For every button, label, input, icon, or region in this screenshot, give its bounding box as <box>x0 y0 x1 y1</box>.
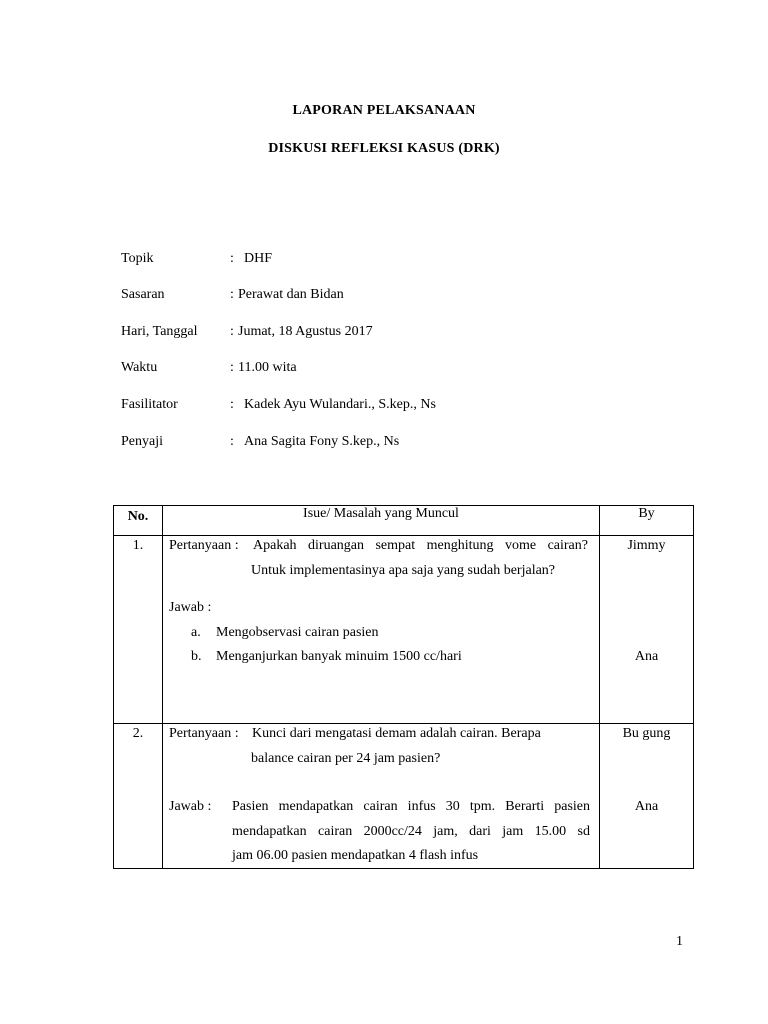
question-text: Untuk implementasinya apa saja yang sudah berjalan? <box>251 563 556 578</box>
answer-text: jam 06.00 pasien mendapatkan 4 flash infus <box>232 848 479 863</box>
row-number: 2. <box>114 724 163 869</box>
meta-separator: : <box>230 397 234 412</box>
table-header-row <box>114 506 694 536</box>
meta-label: Fasilitator <box>121 397 178 412</box>
answer-text: Pasien mendapatkan cairan infus 30 tpm. Berarti pasien <box>232 799 590 814</box>
issues-table <box>113 505 694 869</box>
meta-value: Kadek Ayu Wulandari., S.kep., Ns <box>244 397 436 412</box>
meta-label: Waktu <box>121 360 158 375</box>
report-subtitle: DISKUSI REFLEKSI KASUS (DRK) <box>268 141 500 156</box>
question-label: Pertanyaan : <box>169 538 239 553</box>
meta-label: Hari, Tanggal <box>121 324 198 339</box>
meta-value: 11.00 wita <box>238 360 297 375</box>
row-issue-cell <box>163 724 600 869</box>
meta-label: Sasaran <box>121 287 165 302</box>
meta-value: Jumat, 18 Agustus 2017 <box>238 324 373 339</box>
page-number: 1 <box>676 934 683 949</box>
meta-separator: : <box>230 434 234 449</box>
table-row <box>114 724 694 869</box>
by-question: Bu gung <box>622 726 671 741</box>
answer-text: Menganjurkan banyak minuim 1500 cc/hari <box>216 649 462 664</box>
meta-label: Penyaji <box>121 434 163 449</box>
meta-separator: : <box>230 251 234 266</box>
question-label: Pertanyaan : <box>169 726 239 741</box>
row-issue-cell <box>163 536 600 724</box>
meta-value: DHF <box>244 251 273 266</box>
question-text: Kunci dari mengatasi demam adalah cairan. Berapa <box>252 726 541 741</box>
row-by-cell <box>600 536 694 724</box>
answer-marker: b. <box>191 649 202 664</box>
answer-text: Mengobservasi cairan pasien <box>216 625 379 640</box>
meta-label: Topik <box>121 251 154 266</box>
row-by-cell <box>600 724 694 869</box>
answer-marker: a. <box>191 625 201 640</box>
by-answer: Ana <box>634 799 659 814</box>
by-answer: Ana <box>634 649 659 664</box>
question-text: balance cairan per 24 jam pasien? <box>251 751 441 766</box>
meta-separator: : <box>230 287 234 302</box>
row-number: 1. <box>114 536 163 724</box>
report-title: LAPORAN PELAKSANAAN <box>292 103 476 118</box>
answer-text: mendapatkan cairan 2000cc/24 jam, dari jam 15.00 sd <box>232 824 590 839</box>
by-question: Jimmy <box>627 538 666 553</box>
answer-label: Jawab : <box>169 799 212 814</box>
header-issue: Isue/ Masalah yang Muncul <box>163 506 600 536</box>
header-by: By <box>600 506 694 536</box>
table-row <box>114 536 694 724</box>
meta-separator: : <box>230 360 234 375</box>
meta-value: Ana Sagita Fony S.kep., Ns <box>244 434 400 449</box>
header-no: No. <box>114 506 163 536</box>
question-text: Apakah diruangan sempat menghitung vome cairan? <box>253 538 588 553</box>
meta-value: Perawat dan Bidan <box>238 287 344 302</box>
answer-label: Jawab : <box>169 600 212 615</box>
meta-separator: : <box>230 324 234 339</box>
